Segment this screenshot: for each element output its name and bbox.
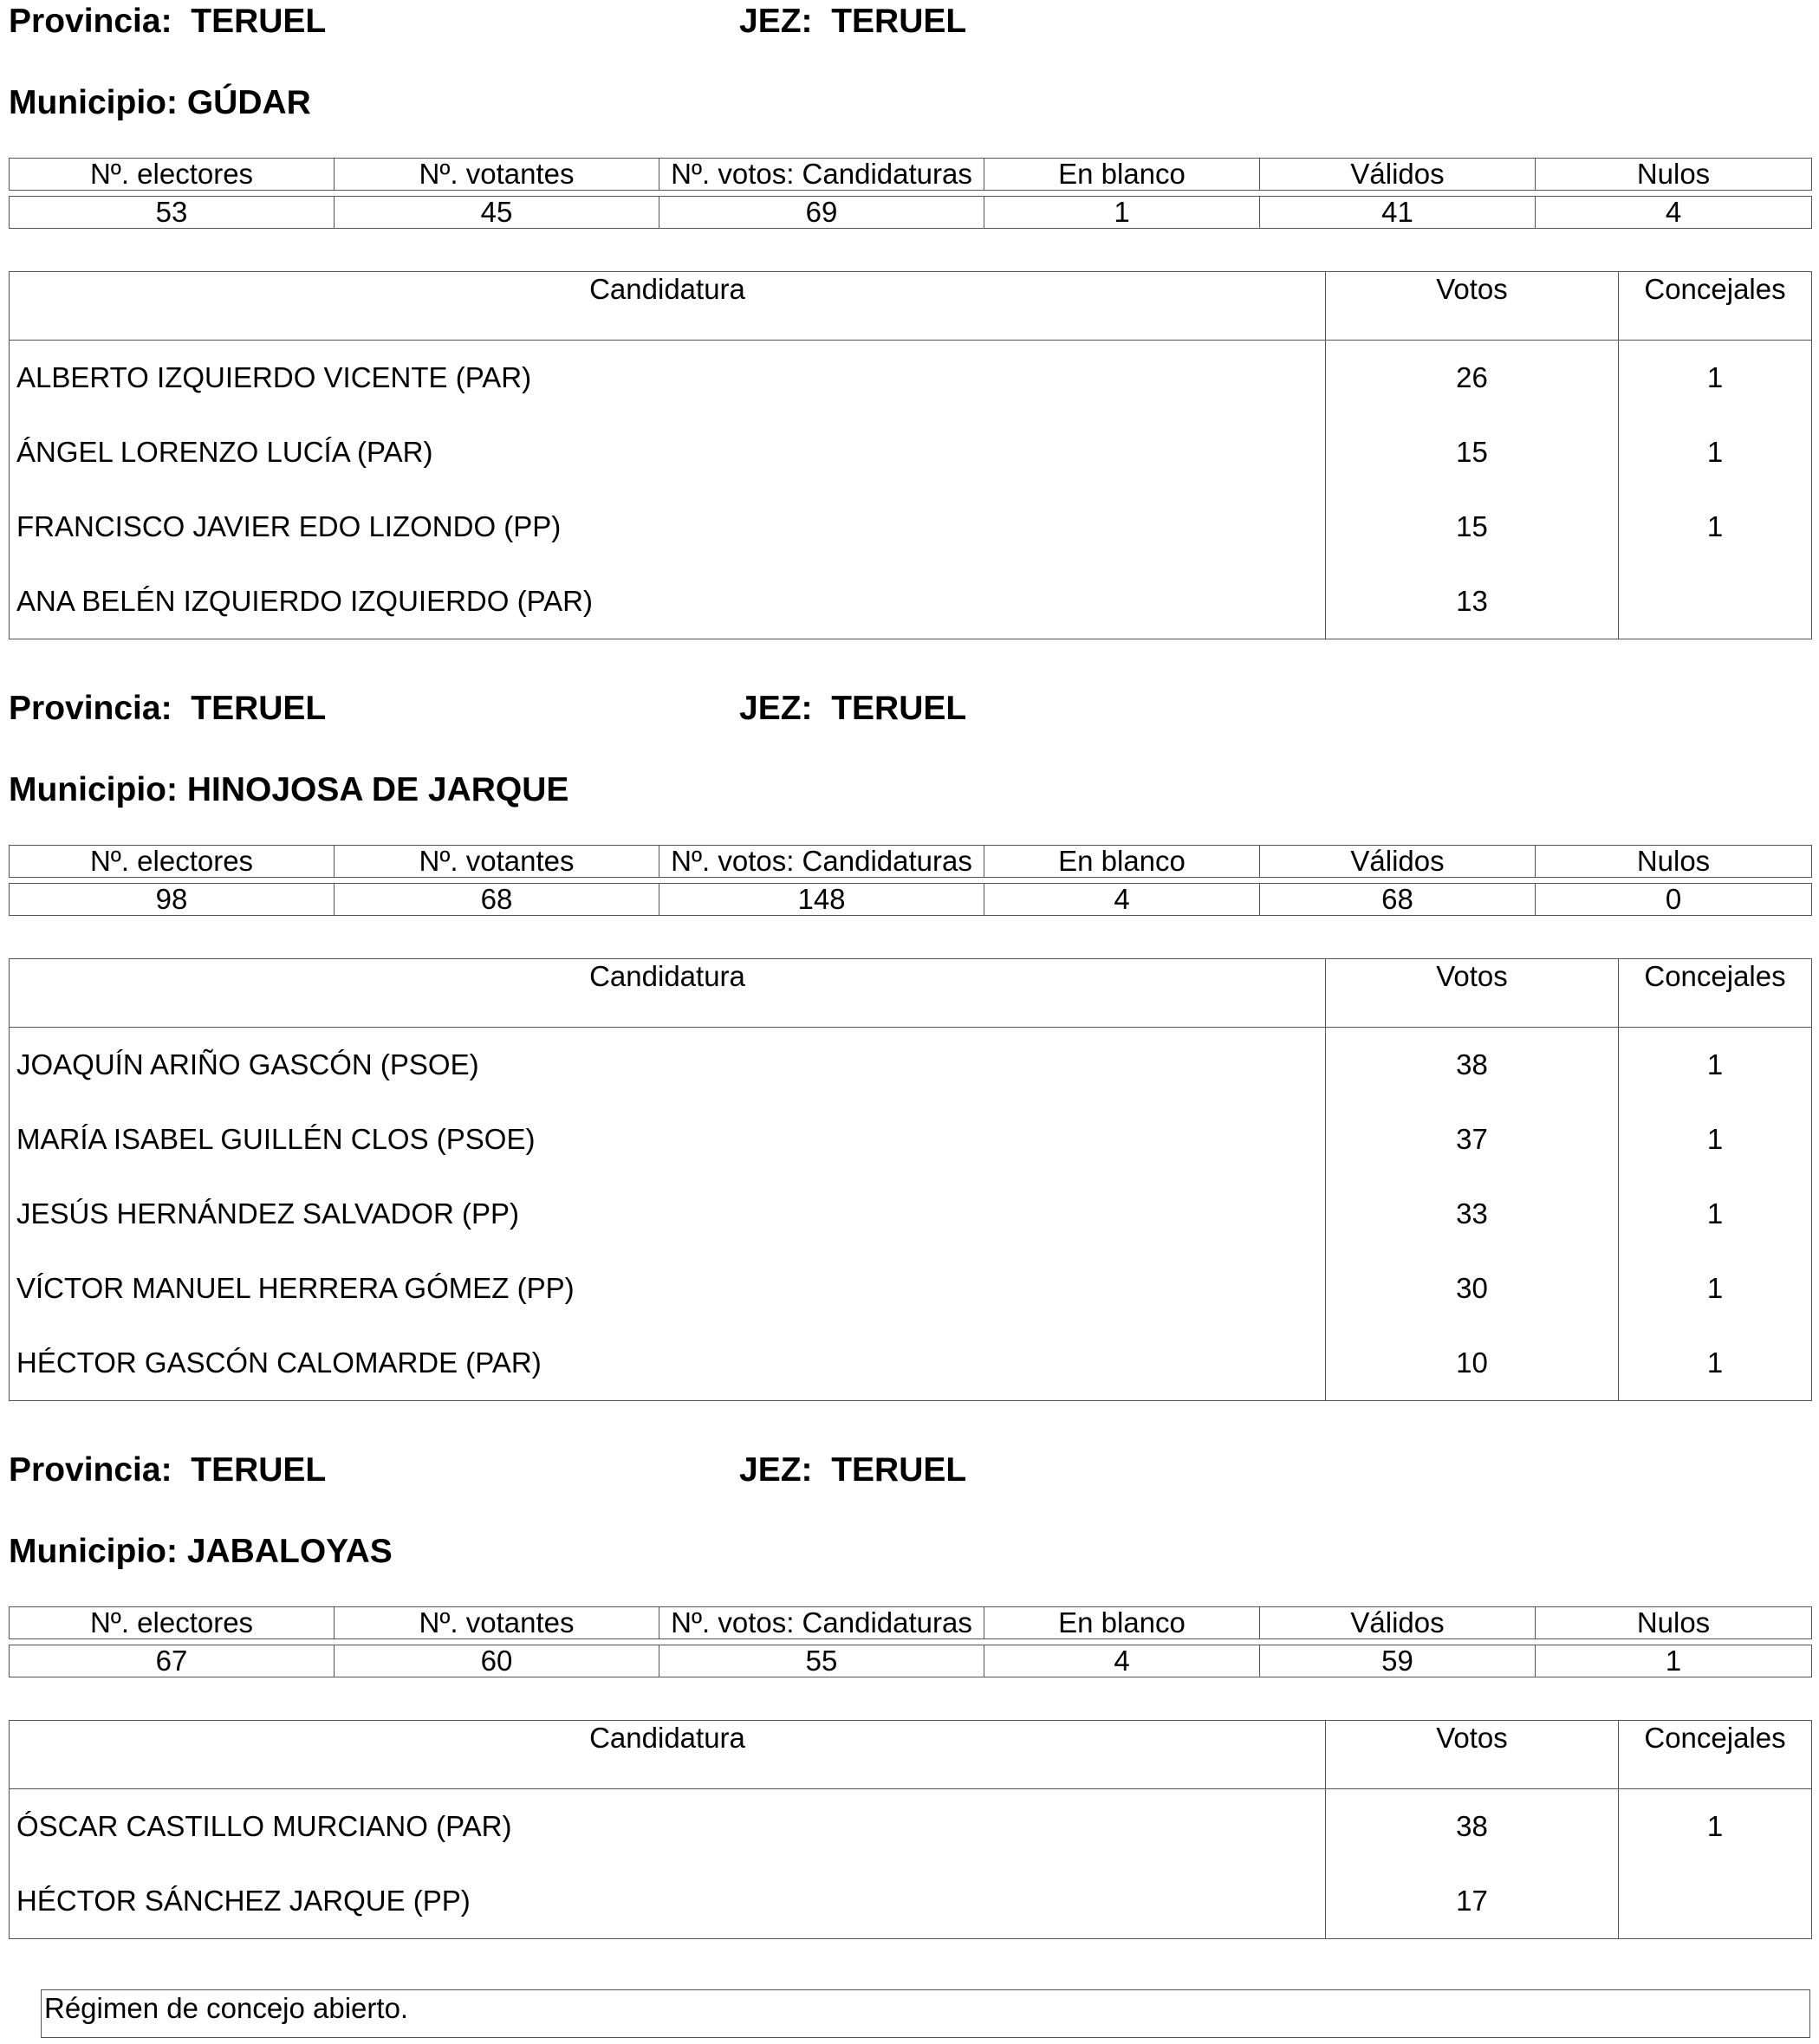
stats-header-electores: Nº. electores [10, 159, 335, 191]
stats-header-votantes: Nº. votantes [335, 846, 659, 878]
candidates-header-row [10, 272, 1812, 341]
stats-table [9, 845, 1812, 916]
stats-header-row [10, 1607, 1812, 1639]
stats-votos-candidaturas: 148 [659, 884, 984, 916]
municipio-label-text: Municipio: [9, 771, 178, 808]
jez-label-text: JEZ: [739, 1451, 813, 1489]
municipio-title [9, 83, 311, 123]
candidate-concejales [1619, 564, 1812, 639]
jez-label-text: JEZ: [739, 690, 813, 727]
stats-header-en-blanco: En blanco [984, 159, 1260, 191]
stats-nulos: 4 [1536, 197, 1812, 229]
jez-label-text: JEZ: [739, 3, 813, 40]
provincia-label-text: Provincia: [9, 690, 172, 727]
stats-en-blanco: 1 [984, 197, 1260, 229]
jez-label [739, 689, 966, 729]
stats-electores: 53 [10, 197, 335, 229]
stats-header-row [10, 846, 1812, 878]
stats-nulos: 1 [1536, 1645, 1812, 1677]
stats-table [9, 158, 1812, 229]
stats-nulos: 0 [1536, 884, 1812, 916]
candidate-name: ÓSCAR CASTILLO MURCIANO (PAR) [16, 1810, 512, 1842]
candidate-concejales [1619, 1864, 1812, 1939]
stats-header-electores: Nº. electores [10, 1607, 335, 1639]
candidate-row [10, 1102, 1812, 1177]
stats-header-votos-candidaturas: Nº. votos: Candidaturas [659, 846, 984, 878]
candidate-concejales: 1 [1619, 1177, 1812, 1251]
provincia-value: TERUEL [191, 1451, 327, 1489]
stats-votos-candidaturas: 69 [659, 197, 984, 229]
stats-header-votos-candidaturas: Nº. votos: Candidaturas [659, 1607, 984, 1639]
stats-header-validos: Válidos [1260, 846, 1536, 878]
candidate-name: HÉCTOR GASCÓN CALOMARDE (PAR) [16, 1346, 542, 1379]
header-votos: Votos [1326, 1721, 1619, 1789]
candidate-concejales: 1 [1619, 1326, 1812, 1401]
candidate-name: FRANCISCO JAVIER EDO LIZONDO (PP) [16, 510, 562, 542]
candidate-name: JOAQUÍN ARIÑO GASCÓN (PSOE) [16, 1048, 479, 1080]
candidates-table [9, 271, 1812, 639]
candidate-concejales: 1 [1619, 1789, 1812, 1865]
candidate-votos: 37 [1326, 1102, 1619, 1177]
candidate-row [10, 1864, 1812, 1939]
jez-label [739, 2, 966, 42]
stats-votantes: 60 [335, 1645, 659, 1677]
jez-value: TERUEL [831, 1451, 967, 1489]
stats-header-votantes: Nº. votantes [335, 159, 659, 191]
stats-header-validos: Válidos [1260, 1607, 1536, 1639]
candidate-row [10, 1789, 1812, 1865]
candidate-row [10, 1177, 1812, 1251]
stats-electores: 67 [10, 1645, 335, 1677]
stats-votos-candidaturas: 55 [659, 1645, 984, 1677]
candidate-votos: 33 [1326, 1177, 1619, 1251]
stats-validos: 68 [1260, 884, 1536, 916]
jez-label [739, 1450, 966, 1490]
jez-value: TERUEL [831, 3, 967, 40]
stats-header-votantes: Nº. votantes [335, 1607, 659, 1639]
stats-header-row [10, 159, 1812, 191]
jez-value: TERUEL [831, 690, 967, 727]
header-candidatura: Candidatura [10, 1721, 1326, 1789]
stats-value-row [10, 1645, 1812, 1677]
stats-header-en-blanco: En blanco [984, 846, 1260, 878]
candidate-row [10, 1028, 1812, 1103]
candidates-table [9, 958, 1812, 1401]
stats-validos: 59 [1260, 1645, 1536, 1677]
header-concejales: Concejales [1619, 959, 1812, 1028]
candidate-name: ANA BELÉN IZQUIERDO IZQUIERDO (PAR) [16, 585, 593, 617]
candidate-concejales: 1 [1619, 415, 1812, 490]
stats-header-nulos: Nulos [1536, 1607, 1812, 1639]
candidate-concejales: 1 [1619, 1251, 1812, 1326]
stats-header-en-blanco: En blanco [984, 1607, 1260, 1639]
municipio-label-text: Municipio: [9, 1533, 178, 1570]
municipio-value: JABALOYAS [186, 1533, 393, 1570]
header-concejales: Concejales [1619, 1721, 1812, 1789]
candidates-header-row [10, 959, 1812, 1028]
candidates-table [9, 1720, 1812, 1939]
provincia-label [9, 2, 326, 42]
candidate-name: VÍCTOR MANUEL HERRERA GÓMEZ (PP) [16, 1272, 575, 1304]
stats-header-nulos: Nulos [1536, 159, 1812, 191]
stats-value-row [10, 884, 1812, 916]
municipio-value: GÚDAR [186, 84, 311, 121]
stats-header-validos: Válidos [1260, 159, 1536, 191]
municipio-label-text: Municipio: [9, 84, 178, 121]
candidate-row [10, 1251, 1812, 1326]
candidate-votos: 38 [1326, 1028, 1619, 1103]
provincia-value: TERUEL [191, 690, 327, 727]
stats-en-blanco: 4 [984, 1645, 1260, 1677]
provincia-label [9, 689, 326, 729]
municipio-title [9, 1532, 393, 1572]
regimen-note: Régimen de concejo abierto. [41, 1989, 1810, 2038]
stats-header-electores: Nº. electores [10, 846, 335, 878]
candidate-votos: 15 [1326, 490, 1619, 564]
candidate-concejales: 1 [1619, 341, 1812, 416]
candidate-row [10, 490, 1812, 564]
stats-value-row [10, 197, 1812, 229]
candidate-votos: 30 [1326, 1251, 1619, 1326]
candidate-row [10, 415, 1812, 490]
candidate-votos: 26 [1326, 341, 1619, 416]
candidate-concejales: 1 [1619, 490, 1812, 564]
candidates-header-row [10, 1721, 1812, 1789]
stats-table [9, 1606, 1812, 1677]
candidate-name: ALBERTO IZQUIERDO VICENTE (PAR) [16, 361, 532, 393]
candidate-votos: 38 [1326, 1789, 1619, 1865]
candidate-votos: 13 [1326, 564, 1619, 639]
header-votos: Votos [1326, 959, 1619, 1028]
header-concejales: Concejales [1619, 272, 1812, 341]
candidate-row [10, 1326, 1812, 1401]
header-candidatura: Candidatura [10, 272, 1326, 341]
stats-votantes: 68 [335, 884, 659, 916]
candidate-name: MARÍA ISABEL GUILLÉN CLOS (PSOE) [16, 1123, 536, 1155]
header-votos: Votos [1326, 272, 1619, 341]
candidate-votos: 17 [1326, 1864, 1619, 1939]
header-candidatura: Candidatura [10, 959, 1326, 1028]
candidate-votos: 10 [1326, 1326, 1619, 1401]
candidate-concejales: 1 [1619, 1102, 1812, 1177]
provincia-label [9, 1450, 326, 1490]
stats-en-blanco: 4 [984, 884, 1260, 916]
candidate-row [10, 341, 1812, 416]
stats-header-nulos: Nulos [1536, 846, 1812, 878]
candidate-name: JESÚS HERNÁNDEZ SALVADOR (PP) [16, 1197, 520, 1230]
provincia-value: TERUEL [191, 3, 327, 40]
candidate-name: ÁNGEL LORENZO LUCÍA (PAR) [16, 436, 433, 468]
candidate-votos: 15 [1326, 415, 1619, 490]
candidate-name: HÉCTOR SÁNCHEZ JARQUE (PP) [16, 1885, 471, 1917]
municipio-value: HINOJOSA DE JARQUE [186, 771, 569, 808]
stats-validos: 41 [1260, 197, 1536, 229]
provincia-label-text: Provincia: [9, 1451, 172, 1489]
candidate-row [10, 564, 1812, 639]
municipio-title [9, 770, 568, 810]
stats-votantes: 45 [335, 197, 659, 229]
candidate-concejales: 1 [1619, 1028, 1812, 1103]
stats-header-votos-candidaturas: Nº. votos: Candidaturas [659, 159, 984, 191]
stats-electores: 98 [10, 884, 335, 916]
provincia-label-text: Provincia: [9, 3, 172, 40]
